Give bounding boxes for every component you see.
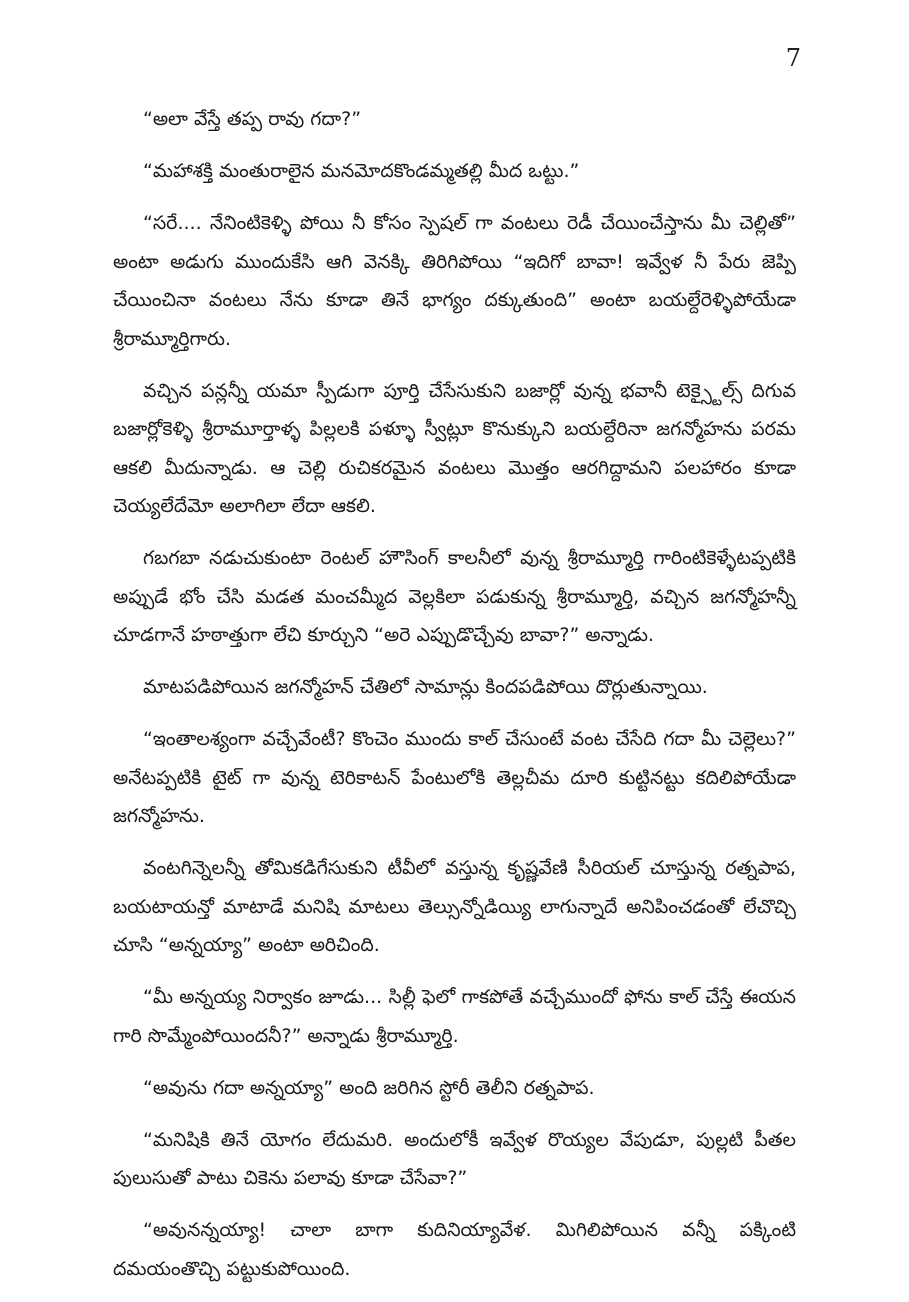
paragraph: గబగబా నడుచుకుంటా రెంటల్ హౌసింగ్ కాలనీలో వున్న శ్రీరామ్మూర్తి గారింటికెళ్ళేటప్పటికి అప్పుడే భోం చేసి మడత మంచమ్మీద వెల్లకిలా పడుకున్న శ్రీరామ్మూర్తి, వచ్చిన జగన్మోహన్నీ చూడగానే హఠాత్తుగా లేచి కూర్చుని “అరె ఎప్పుడొచ్చేవు బావా?” అన్నాడు. bbox=[113, 547, 796, 646]
paragraph: “అవును గదా అన్నయ్యా” అంది జరిగిన స్టోరీ తెలీని రత్నపాప. bbox=[143, 1076, 595, 1099]
paragraph: “మీ అన్నయ్య నిర్వాకం జూడు... సిల్లీ ఫెలో గాకపోతే వచ్చేముందో ఫోను కాల్ చేస్తే ఈయన గారి సొమ్మేంపోయిందనీ?” అన్నాడు శ్రీరామ్మూర్తి. bbox=[113, 986, 796, 1047]
paragraph: “అవునన్నయ్యా! చాలా బాగా కుదినియ్యావేళ. మిగిలిపోయిన వన్నీ పక్కింటి దమయంతొచ్చి పట్టుకుపోయింది. bbox=[113, 1219, 796, 1280]
paragraph: మాటపడిపోయిన జగన్మోహన్ చేతిలో సామాన్లు కిందపడిపోయి దొర్లుతున్నాయి. bbox=[143, 676, 708, 698]
paragraph: “ఇంతాలశ్యంగా వచ్చేవేంటీ? కొంచెం ముందు కాల్ చేసుంటే వంట చేసేది గదా మీ చెల్లెలు?” అనేటప్పటికి టైట్ గా వున్న టెరికాటన్ పేంటులోకి తెల్లచీమ దూరి కుట్టినట్టు కదిలిపోయేడా జగన్మోహను. bbox=[113, 728, 796, 827]
page-body bbox=[113, 100, 796, 1302]
page-number: 7 bbox=[785, 44, 801, 72]
paragraph: వంటగిన్నెలన్నీ తోమికడిగేసుకుని టీవీలో వస్తున్న కృష్ణవేణి సీరియల్ చూస్తున్న రత్నపాప, బయటాయన్తో మాటాడే మనిషి మాటలు తెల్సున్నోడియ్యి లాగున్నాదే అనిపించడంతో లేచొచ్చి చూసి “అన్నయ్యా” అంటా అరిచింది. bbox=[113, 857, 796, 956]
paragraph: “మహాశక్తి మంతురాలైన మనమోదకొండమ్మతల్లి మీద ఒట్టు.” bbox=[143, 160, 580, 182]
paragraph: “మనిషికి తినే యోగం లేదుమరి. అందులోకీ ఇవ్వేళ రొయ్యల వేపుడూ, పుల్లటి పీతల పులుసుతో పాటు చికెను పలావు కూడా చేసేవా?” bbox=[113, 1128, 796, 1189]
paragraph: “అలా వేస్తే తప్ప రావు గదా?” bbox=[143, 108, 362, 130]
paragraph: “సరే.... నేనింటికెళ్ళి పోయి నీ కోసం స్పెషల్ గా వంటలు రెడీ చేయించేస్తాను మీ చెల్లితో” అంటా అడుగు ముందుకేసి ఆగి వెనక్కి తిరిగిపోయి “ఇదిగో బావా! ఇవ్వేళ నీ పేరు జెప్పి చేయించినా వంటలు నేను కూడా తినే భాగ్యం దక్కుతుంది” అంటా బయల్దేరెళ్ళిపోయేడా శ్రీరామ్మూర్తిగారు. bbox=[113, 212, 796, 350]
paragraph: వచ్చిన పన్లన్నీ యమా స్పీడుగా పూర్తి చేసేసుకుని బజార్లో వున్న భవానీ టెక్స్టైల్స్ దిగువ బజార్లోకెళ్ళి శ్రీరామూర్తాళ్ళ పిల్లలకి పళ్ళూ స్వీట్లూ కొనుక్కుని బయల్దేరినా జగన్మోహను పరమ ఆకలి మీదున్నాడు. ఆ చెల్లి రుచికరమైన వంటలు మొత్తం ఆరగిద్దామని పలహారం కూడా చెయ్యలేదేమో అలాగిలా లేదా ఆకలి. bbox=[113, 379, 796, 517]
